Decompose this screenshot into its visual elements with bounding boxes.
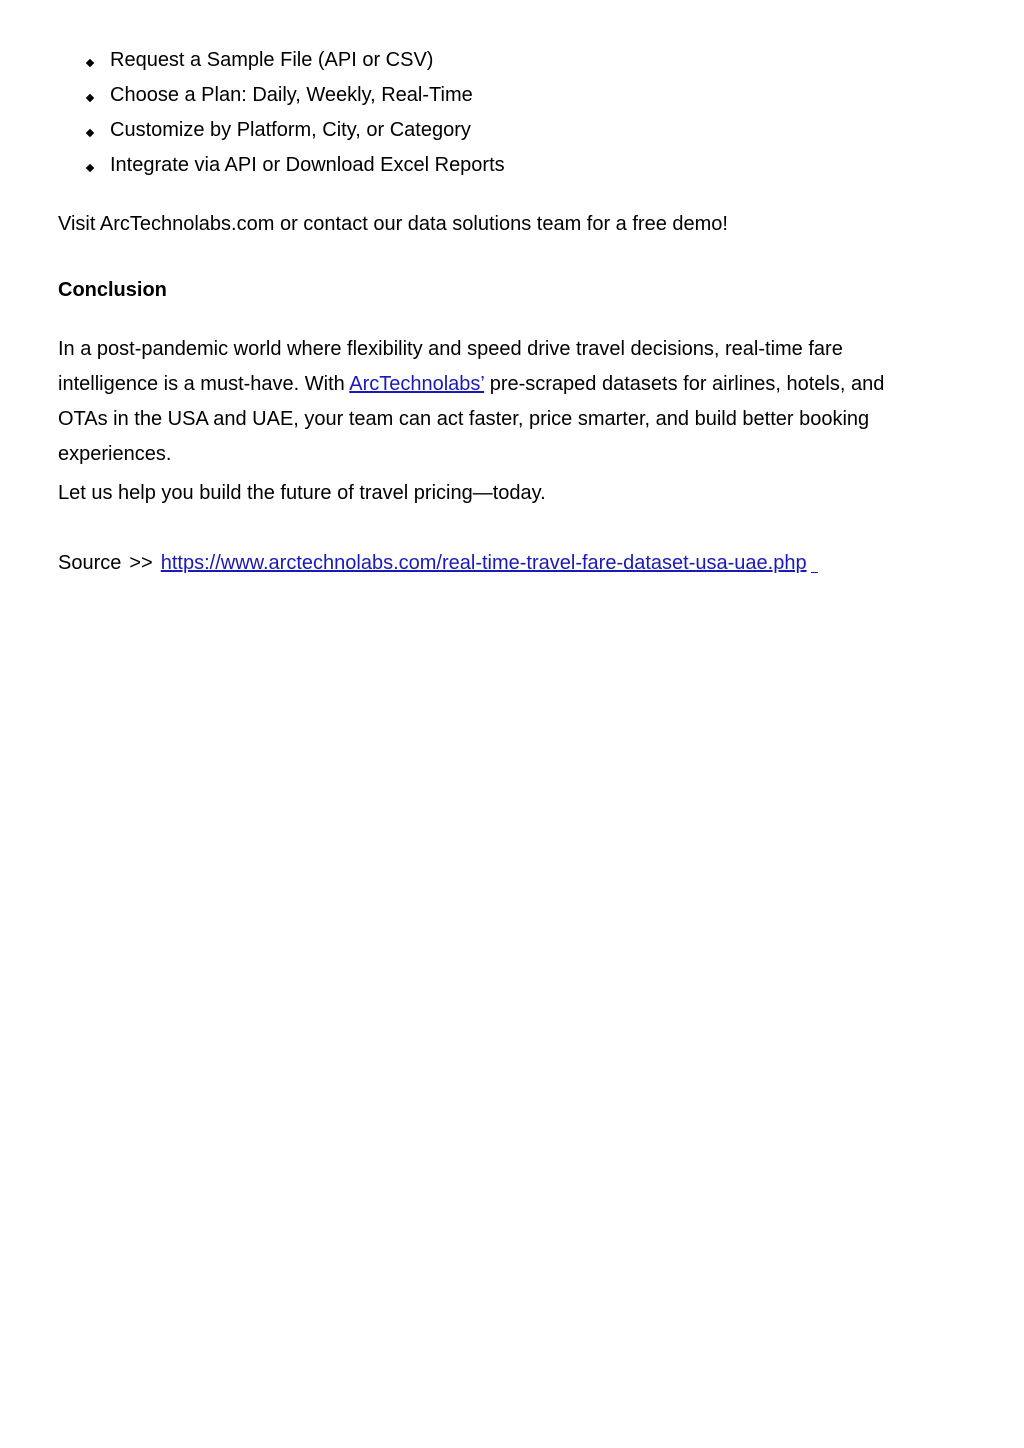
list-item-text: Choose a Plan: Daily, Weekly, Real-Time <box>110 84 473 106</box>
list-item <box>84 81 505 116</box>
list-item-text: Integrate via API or Download Excel Reports <box>110 154 505 176</box>
diamond-bullet-icon <box>86 59 94 67</box>
arctechnolabs-link[interactable]: ArcTechnolabs’ <box>349 373 485 395</box>
closing-paragraph: Let us help you build the future of travel pricing—today. <box>58 482 546 504</box>
link-trailing-underline <box>811 572 818 573</box>
list-item <box>84 116 505 151</box>
list-item-text: Request a Sample File (API or CSV) <box>110 49 434 71</box>
list-item <box>84 46 505 81</box>
diamond-bullet-icon <box>86 164 94 172</box>
source-url-link[interactable]: https://www.arctechnolabs.com/real-time-travel-fare-dataset-usa-uae.php <box>160 552 807 574</box>
source-separator: >> <box>129 552 153 574</box>
conclusion-text: pre-scraped datasets for airlines, hotels, and <box>484 373 885 395</box>
visit-paragraph: Visit ArcTechnolabs.com or contact our data solutions team for a free demo! <box>58 213 728 235</box>
conclusion-line: OTAs in the USA and UAE, your team can act faster, price smarter, and build better booking <box>58 408 870 430</box>
conclusion-paragraph <box>58 332 958 472</box>
list-item <box>84 151 505 186</box>
conclusion-line <box>58 367 958 402</box>
source-line <box>58 549 818 577</box>
list-item-text: Customize by Platform, City, or Category <box>110 119 471 141</box>
conclusion-text: intelligence is a must-have. With <box>58 373 350 395</box>
diamond-bullet-icon <box>86 94 94 102</box>
conclusion-line: In a post-pandemic world where flexibility and speed drive travel decisions, real-time fare <box>58 338 843 360</box>
conclusion-line: experiences. <box>58 443 172 465</box>
source-label: Source <box>58 552 122 574</box>
diamond-bullet-icon <box>86 129 94 137</box>
steps-list <box>84 46 505 186</box>
conclusion-heading: Conclusion <box>58 279 167 301</box>
